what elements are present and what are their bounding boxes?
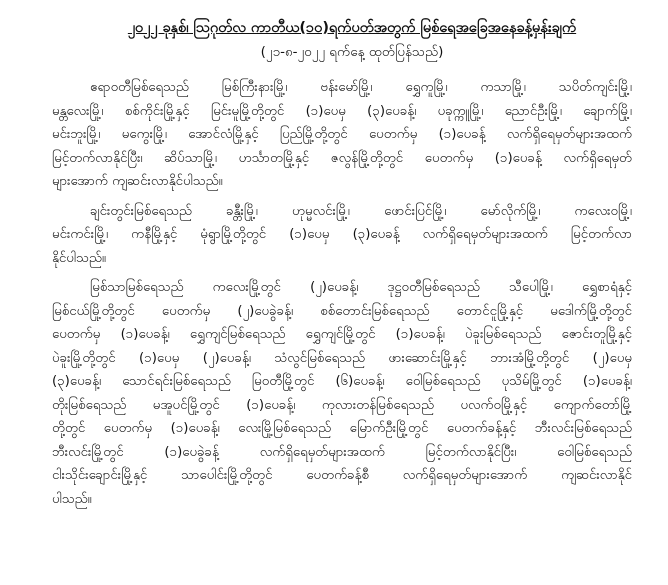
document-subtitle: (၂၁-၈-၂၀၂၂ ရက်နေ့ ထုတ်ပြန်သည်) bbox=[260, 44, 444, 60]
paragraph-line: မြင့်တက်လာနိုင်ပြီး၊ ဆိပ်သာမြို့၊ ဟင်္သာတမြို့နှင့် ဇလွန်မြို့တို့တွင် ပေတက်မှ (၁)ပေခန့် လက်ရှိရေမှတ် bbox=[52, 150, 632, 166]
paragraph-line: များအောက် ကျဆင်းလာနိုင်ပါသည်။ bbox=[52, 174, 223, 189]
paragraph-line: ပဲခူးမြို့တို့တွင် (၁)ပေမှ (၂)ပေခန့်၊ သံလွင်မြစ်ရေသည် ဖားဆောင်းမြို့နှင့် ဘားအံမြို့တို့တွင် (၂)ပေမှ bbox=[52, 350, 632, 366]
paragraph-line: ဘီးလင်းမြို့တွင် (၁)ပေခွဲခန့် လက်ရှိရေမှတ်များအထက် မြင့်တက်လာနိုင်ပြီး၊ ဝေါမြစ်ရေသည် bbox=[52, 444, 632, 460]
paragraph-irrawaddy bbox=[52, 76, 632, 194]
paragraph-line: မြစ်ငယ်မြို့တို့တွင် ပေတက်မှ (၂)ပေခွဲခန့်၊ စစ်တောင်းမြစ်ရေသည် တောင်ငူမြို့နှင့် မဒေါက်မြို့တို့တွင် bbox=[52, 303, 632, 319]
paragraph-other-rivers bbox=[52, 276, 632, 511]
paragraph-line: ပေတက်မှ (၁)ပေခန့်၊ ရွှေကျင်မြစ်ရေသည် ရွှေကျင်မြို့တွင် (၁)ပေခန့်၊ ပဲခူးမြစ်ရေသည် ဇောင်းတူမြို့နှင့် bbox=[52, 327, 632, 342]
document-title: ၂၀၂၂ ခုနှစ်၊ ဩဂုတ်လ ကာတီယ(၁၀)ရက်ပတ်အတွက် မြစ်ရေအခြေအနေခန့်မှန်းချက် bbox=[127, 20, 577, 36]
paragraph-line: မြစ်သာမြစ်ရေသည် ကလေးမြို့တွင် (၂)ပေခန့်၊ ဒုဋ္ဌဝတီမြစ်ရေသည် သီပေါမြို့၊ ရွှေစာရံနှင့် bbox=[90, 280, 632, 295]
paragraph-line: တိုးမြစ်ရေသည် မအူပင်မြို့တွင် (၁)ပေခန့်၊ ကုလားတန်မြစ်ရေသည် ပလက်ဝမြို့နှင့် ကျောက်တော်မြို့ bbox=[52, 397, 632, 413]
paragraph-line: တို့တွင် ပေတက်မှ (၁)ပေခန့်၊ လေးမြို့မြစ်ရေသည် မြောက်ဦးမြို့တွင် ပေတက်ခန့်နှင့် ဘီးလင်းမြစ်ရေသည် bbox=[52, 421, 632, 436]
paragraph-line: မင်းဘူးမြို့၊ မကွေးမြို့၊ အောင်လံမြို့နှင့် ပြည်မြို့တို့တွင် ပေတက်မှ (၁)ပေခန့် လက်ရှိရေမှတ်များအထက် bbox=[52, 127, 632, 142]
paragraph-line: ပါသည်။ bbox=[52, 491, 92, 507]
paragraph-line: ချင်းတွင်းမြစ်ရေသည် ခန္တီးမြို့၊ ဟုမ္မလင်းမြို့၊ ဖောင်းပြင်မြို့၊ မော်လိုက်မြို့၊ ကလေးဝမြို့၊ bbox=[90, 203, 632, 219]
paragraph-line: (၃)ပေခန့်၊ သောင်ရင်းမြစ်ရေသည် မြဝတီမြို့တွင် (၆)ပေခန့်၊ ဝေါမြစ်ရေသည် ပုသိမ်မြို့တွင် (၁)ပေခန့်၊ bbox=[52, 374, 632, 389]
paragraph-line: ငါးသိုင်းချောင်းမြို့နှင့် သာပေါင်းမြို့တို့တွင် ပေတက်ခန့်စီ လက်ရှိရေမှတ်များအောက် ကျဆင်းလာနိုင် bbox=[52, 468, 632, 483]
paragraph-line: ဧရာဝတီမြစ်ရေသည် မြစ်ကြီးနားမြို့၊ ဗန်းမော်မြို့၊ ရွှေကူမြို့၊ ကသာမြို့၊ သပိတ်ကျင်းမြို့၊ bbox=[90, 80, 632, 95]
paragraph-line: နိုင်ပါသည်။ bbox=[52, 250, 106, 266]
paragraph-line: မင်းကင်းမြို့၊ ကနီမြို့နှင့် မုံရွာမြို့တို့တွင် (၁)ပေမှ (၃)ပေခန့် လက်ရှိရေမှတ်များအထက် မြင့်တက်လာ bbox=[52, 227, 632, 242]
paragraph-line: မန္တလေးမြို့၊ စစ်ကိုင်းမြို့နှင့် မြင်းမူမြို့တို့တွင် (၁)ပေမှ (၃)ပေခန့်၊ ပခုက္ကူမြို့၊ ညောင်ဦးမြို့၊ ချောက်မြို့၊ bbox=[52, 103, 632, 119]
paragraph-chindwin bbox=[52, 200, 632, 271]
